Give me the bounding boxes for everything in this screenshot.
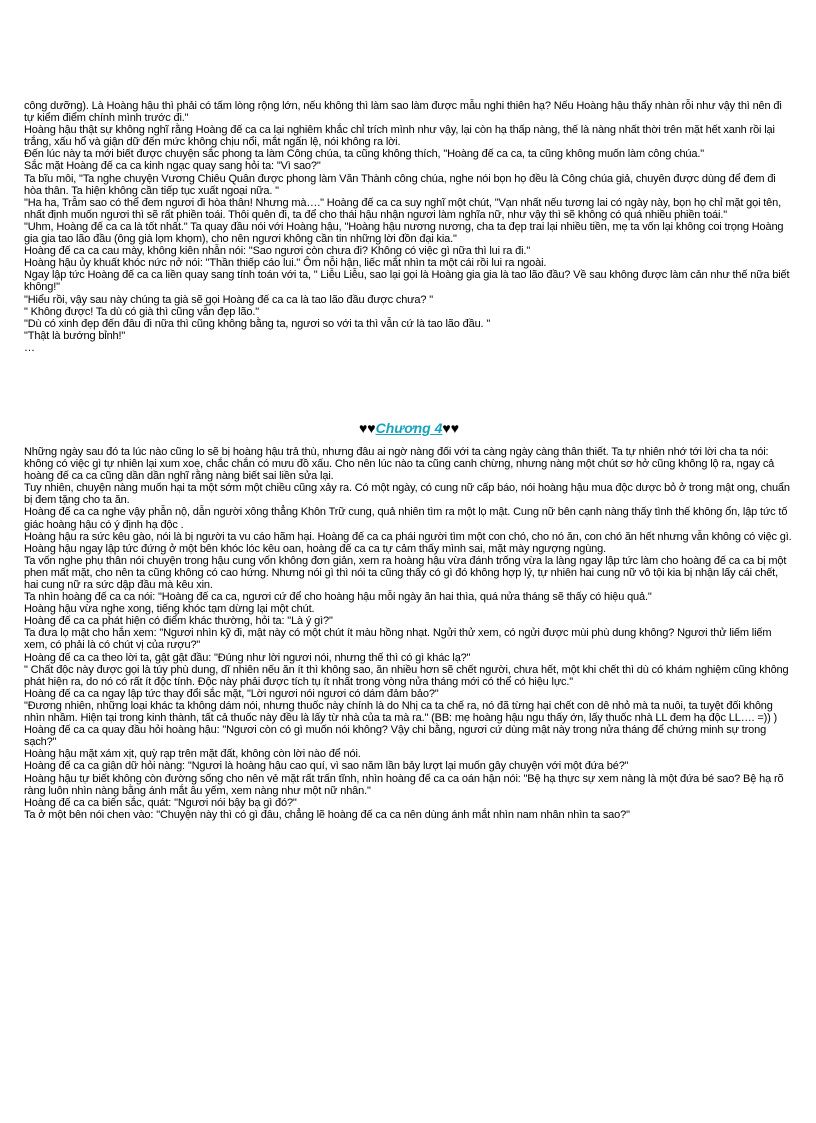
chapter-4-body [24, 446, 794, 821]
paragraph: Hoàng đế ca ca ngay lập tức thay đổi sắc mặt, "Lời ngươi nói ngươi có dám đảm bảo?" [24, 687, 439, 700]
ellipsis: … [24, 341, 35, 354]
paragraph: Những ngày sau đó ta lúc nào cũng lo sẽ bị hoàng hậu trả thù, nhưng đâu ai ngờ nàng đối với ta càng ngày càng thân thiết. Ta tự nhiên nhớ tới lời cha ta nói: không có việc gì tự nhiên lại xum xoe, chắc chắn có mưu đồ xấu. Cho nên lúc nào ta cũng canh chừng, nhưng nàng một chút sơ hở cũng không lộ ra, ngay cả hoàng đế ca ca cũng dần dần nghĩ rằng nàng biết sai liền sửa lại. [24, 445, 775, 483]
paragraph: "Đương nhiên, những loại khác ta không dám nói, nhưng thuốc này chính là do Nhị ca ta chế ra, nó đã từng hại chết con dê nhỏ mà ta nuôi, ta tuyệt đối không nhìn nhầm. Hiện tại trong kinh thành, tất cả thuốc này đều là lấy từ nhà của ta mà ra." (BB: mẹ hoàng hậu ngu thấy ớn, lấy thuốc nhà LL đem hạ độc LL…. =)) ) [24, 699, 778, 725]
paragraph: Ta bĩu môi, "Ta nghe chuyện Vương Chiêu Quân được phong làm Văn Thành công chúa, nghe nói bọn họ đều là Công chúa giả, chuyên được dùng để đem đi hòa thân. Ta hiện không cần tiếp tục xuất ngoại nữa. " [24, 172, 776, 197]
paragraph: Hoàng hậu ủy khuất khóc nức nở nói: "Thần thiếp cáo lui." Ôm nỗi hận, liếc mắt nhìn ta một cái rồi lui ra ngoài. [24, 257, 547, 270]
paragraph: Đến lúc này ta mới biết được chuyện sắc phong ta làm Công chúa, ta cũng không thích, "Hoàng đế ca ca, ta cũng không muốn làm công chúa." [24, 148, 705, 161]
paragraph: Hoàng đế ca ca giận dữ hỏi nàng: "Ngươi là hoàng hậu cao quí, vì sao năm lần bảy lượt lại muốn gây chuyện với một đứa bé?" [24, 760, 629, 773]
paragraph: Hoàng hậu mặt xám xịt, quỳ rạp trên mặt đất, không còn lời nào để nói. [24, 748, 361, 761]
paragraph: Hoàng đế ca ca quay đầu hỏi hoàng hậu: "Ngươi còn có gì muốn nói không? Vậy chi bằng, ngươi cứ dùng mật này trong nửa tháng để chứng minh sự trong sạch?" [24, 724, 767, 749]
paragraph: Ngay lập tức Hoàng đế ca ca liền quay sang tính toán với ta, " Liễu Liễu, sao lại gọi là Hoàng gia gia là tao lão đầu? Về sau không được làm cản như thế nữa biết không!" [24, 269, 790, 294]
paragraph: Ta vốn nghe phụ thân nói chuyện trong hậu cung vốn không đơn giản, xem ra hoàng hậu vừa đánh trống vừa la làng ngay lập tức làm cho hoàng đế ca ca bị một phen mất mặt, cho nên ta cũng không có cao hứng. Nhưng nói gì thì nói ta cũng thấy có gì đó không hợp lý, tự nhiên hai cung nữ vô tội kia bị nhận lấy cái chết, hai cung nữ ra sức dập đầu mà kêu xin. [24, 554, 787, 591]
paragraph: Hoàng đế ca ca nghe vậy phẫn nộ, dẫn người xông thẳng Khôn Trữ cung, quả nhiên tìm ra một lọ mật. Cung nữ bên cạnh nàng thấy tình thế không ổn, lập tức tố giác hoàng hậu có ý định hạ độc . [24, 506, 788, 531]
paragraph: Hoàng đế ca ca theo lời ta, gật gật đầu: "Đúng như lời ngươi nói, nhưng thế thì có gì khác lạ?" [24, 651, 471, 664]
paragraph: "Thật là bướng bỉnh!" [24, 329, 126, 342]
paragraph: Hoàng đế ca ca biến sắc, quát: "Ngươi nói bậy bạ gì đó?" [24, 796, 297, 809]
hearts-right: ♥♥ [442, 419, 460, 436]
paragraph: "Hiểu rồi, vậy sau này chúng ta già sẽ gọi Hoàng đế ca ca là tao lão đầu được chưa? " [24, 293, 433, 306]
paragraph: Ta đưa lọ mật cho hắn xem: "Ngươi nhìn kỹ đi, mật này có một chút ít màu hồng nhạt. Ngửi thử xem, có ngửi được mùi phù dung không? Ngươi thử liếm liếm xem, có phải là có chút vị của rượu?" [24, 627, 772, 652]
paragraph: Hoàng hậu vừa nghe xong, tiếng khóc tạm dừng lại một chút. [24, 603, 315, 616]
chapter-heading [24, 420, 794, 436]
paragraph: "Ha ha, Trẫm sao có thể đem ngươi đi hòa thân! Nhưng mà…." Hoàng đế ca ca suy nghĩ một chút, "Vạn nhất nếu tương lai có ngày này, bọn họ chỉ mặt gọi tên, nhất định muốn ngươi thì sẽ rất phiền toái. Thôi quên đi, ta để cho thái hậu nhận ngươi làm nghĩa nữ, như vậy thì sẽ không có quá nhiều phiền toái." [24, 196, 782, 221]
paragraph: "Uhm, Hoàng đế ca ca là tốt nhất." Ta quay đầu nói với Hoàng hậu, "Hoàng hậu nương nương, cha ta đẹp trai lại nhiều tiền, mẹ ta vốn lại không coi trọng Hoàng gia gia tao lão đầu (ông già lọm khọm), cho nên ngươi không cần tin những lời đồn đại kia." [24, 220, 784, 246]
document-page [24, 100, 794, 821]
paragraph: Ta nhìn hoàng đế ca ca nói: "Hoàng đế ca ca, ngươi cứ để cho hoàng hậu mỗi ngày ăn hai thìa, quá nửa tháng sẽ thấy có hiệu quả." [24, 591, 652, 604]
paragraph: Hoàng hậu ngay lập tức đứng ở một bên khóc lóc kêu oan, hoàng đế ca ca tự cảm thấy mình sai, mặt mày ngượng ngùng. [24, 542, 607, 555]
paragraph: Hoàng hậu thật sự không nghĩ rằng Hoàng đế ca ca lại nghiêm khắc chỉ trích mình như vậy, lại còn hạ thấp nàng, thế là nàng nhất thời trên mặt hết xanh rồi lại trắng, xấu hổ và giận dữ đến mức không chịu nổi, mắt ngấn lệ, nói không ra lời. [24, 124, 775, 149]
paragraph: Tuy nhiên, chuyện nàng muốn hại ta một sớm một chiều cũng xảy ra. Có một ngày, có cung nữ cấp báo, nói hoàng hậu mua độc dược bỏ ở trong mật ong, chuẩn bị đem tặng cho ta ăn. [24, 482, 790, 507]
paragraph: Hoàng hậu tự biết không còn đường sống cho nên vẻ mặt rất trấn tĩnh, nhìn hoàng đế ca ca oán hận nói: "Bệ hạ thực sự xem nàng là một đứa bé sao? Bệ hạ rõ ràng luôn nhìn nàng bằng ánh mắt âu yếm, xem nàng như một nữ nhân." [24, 772, 784, 797]
paragraph: Hoàng hậu ra sức kêu gào, nói là bị người ta vu cáo hãm hại. Hoàng đế ca ca phái người tìm một con chó, cho nó ăn, con chó ăn hết nhưng vẫn không có việc gì. [24, 530, 792, 543]
paragraph: Hoàng đế ca ca cau mày, không kiên nhẫn nói: "Sao ngươi còn chưa đi? Không có việc gì nữa thì lui ra đi." [24, 245, 531, 258]
paragraph: "Dù có xinh đẹp đến đâu đi nữa thì cũng không bằng ta, ngươi so với ta thì vẫn cứ là tao lão đầu. " [24, 317, 491, 330]
paragraph: Ta ở một bên nói chen vào: "Chuyện này thì có gì đâu, chẳng lẽ hoàng đế ca ca nên dùng ánh mắt nhìn nam nhân nhìn ta sao?" [24, 808, 630, 821]
paragraph: Sắc mặt Hoàng đế ca ca kinh ngạc quay sang hỏi ta: "Vì sao?" [24, 160, 321, 173]
paragraph: Hoàng đế ca ca phát hiện có điểm khác thường, hỏi ta: "Là ý gì?" [24, 615, 333, 628]
paragraph: " Chất độc này được gọi là túy phù dung, dĩ nhiên nếu ăn ít thì không sao, ăn nhiều hơn sẽ chết người, chưa hết, một khi chết thì dù có khám nghiệm cũng không phát hiện ra, do nó có rất ít độc tính. Độc này phải được tích tụ ít nhất trong vòng nửa tháng mới có thể có hiệu lực." [24, 663, 789, 688]
chapter-title-link[interactable]: Chương 4 [375, 419, 443, 436]
paragraph: công dưỡng). Là Hoàng hậu thì phải có tấm lòng rộng lớn, nếu không thì làm sao làm được mẫu nghi thiên hạ? Nếu Hoàng hậu thấy nhàn rỗi như vậy thì nên đi tự kiểm điểm chính mình trước đi." [24, 100, 782, 125]
hearts-left: ♥♥ [358, 419, 376, 436]
chapter-3-ending [24, 100, 794, 354]
paragraph: " Không được! Ta dù có già thì cũng vẫn đẹp lão." [24, 305, 259, 318]
